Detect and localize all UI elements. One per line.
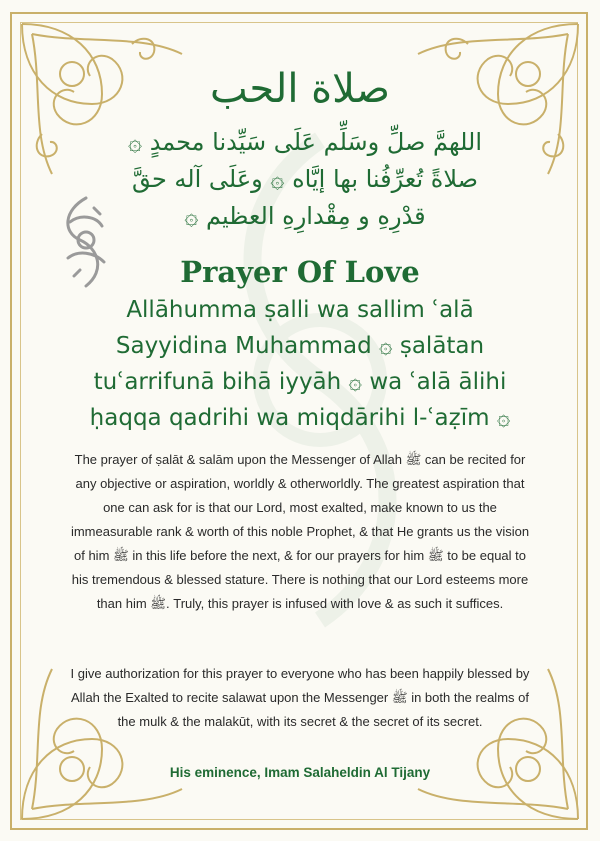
arabic-line: اللهمَّ صلِّ وسَلِّم عَلَى سَيِّدنا محمدٍ ۞ — [128, 128, 482, 156]
arabic-line: صلاةً تُعرِّفُنا بها إيَّاه ۞ وعَلَى آله حقَّ — [131, 165, 479, 193]
transliteration-line: Allāhumma ṣalli wa sallim ʿalā — [126, 297, 474, 323]
transliteration-line: ḥaqqa qadrihi wa miqdārihi l-ʿaẓīm ۞ — [89, 405, 511, 431]
page-title: Prayer Of Love — [180, 255, 420, 289]
transliteration-line: tuʿarrifunā bihā iyyāh ۞ wa ʿalā ālihi — [93, 369, 507, 395]
transliteration-line: Sayyidina Muhammad ۞ ṣalātan — [115, 333, 485, 359]
signature: His eminence, Imam Salaheldin Al Tijany — [169, 765, 431, 780]
description-paragraph: The prayer of ṣalāt & salām upon the Messenger of Allah ﷺ can be recited for any objective or aspiration, worldly & otherworldly. The greatest aspiration that one can ask for is that our Lord, most exalted, make known to us the immeasurable rank & worth of this noble Prophet, & that He grants us the vision of him ﷺ in this life before the next, & for our prayers for him ﷺ to be equal to his tremendous & blessed stature. There is nothing that our Lord esteems more than him ﷺ. Truly, this prayer is infused with love & as such it suffices. — [70, 452, 530, 611]
authorization-paragraph: I give authorization for this prayer to everyone who has been happily blessed by Allah the Exalted to recite salawat upon the Messenger ﷺ in both the realms of the mulk & the malakūt, with its secret & the secret of its secret. — [70, 666, 530, 729]
arabic-line: قدْرِهِ و مِقْدارِهِ العظيم ۞ — [184, 202, 426, 230]
arabic-title: صلاة الحب — [210, 66, 390, 112]
